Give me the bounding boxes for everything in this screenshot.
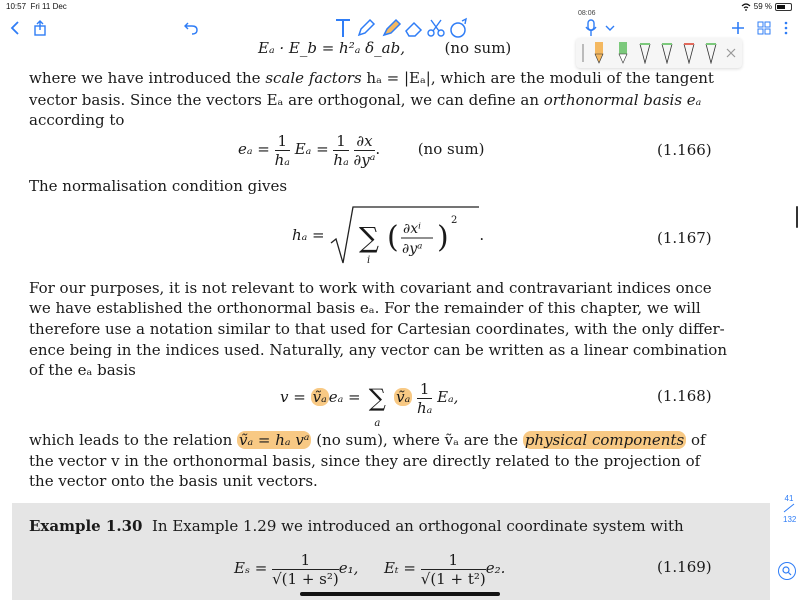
paragraph-3-line-4: ence being in the indices used. Naturally, any vector can be written as a linear combination <box>29 341 727 359</box>
eq-term: Eₜ = <box>383 559 416 577</box>
equation-number-1-166: (1.166) <box>657 141 712 159</box>
battery-percent: 59 % <box>753 2 772 11</box>
eq-fraction <box>272 551 339 588</box>
close-icon[interactable] <box>726 48 736 58</box>
highlight-v-tilde: ṽₐ <box>396 388 411 406</box>
zoom-button[interactable] <box>778 562 796 580</box>
equation-1-169 <box>234 546 505 590</box>
page-indicator[interactable] <box>783 494 795 524</box>
eq-num: 1 <box>333 132 348 151</box>
example-title: Example 1.30 <box>29 517 143 535</box>
page-divider-icon <box>783 503 795 513</box>
eq-term: e₁, <box>338 559 359 577</box>
equation-1-167: hₐ = ∑ i ( ∂xⁱ ∂yᵃ ) 2 . <box>292 205 484 267</box>
sum-symbol: ∑ a <box>365 376 389 420</box>
eq-term: hₐ = <box>292 226 325 244</box>
highlight-physical-components: physical components <box>524 431 685 449</box>
sum-index: a <box>374 418 381 429</box>
paragraph-3-line-2: we have established the orthonormal basis eₐ. For the remainder of this chapter, we will <box>29 299 701 317</box>
pen-outline-icon[interactable] <box>682 42 696 64</box>
center-time: 08:06 <box>578 10 596 17</box>
eq-den: ∂yᵃ <box>353 150 376 169</box>
eq-term: Eₐ = <box>294 140 329 158</box>
page-current: 41 <box>784 494 794 503</box>
text-span: vector basis. Since the vectors Eₐ are orthogonal, we can define an <box>29 91 544 109</box>
eq-term: Eₛ = <box>234 559 268 577</box>
paragraph-1-line-1 <box>29 68 714 88</box>
paragraph-4-line-2: the vector v in the orthonormal basis, since they are directly related to the projection of <box>29 452 701 470</box>
eq-fraction <box>333 132 348 169</box>
paragraph-3-line-3: therefore use a notation similar to that used for Cartesian coordinates, with the only differ- <box>29 320 725 338</box>
eq-den: hₐ <box>417 398 433 417</box>
equation-top-note: (no sum) <box>444 39 512 57</box>
svg-text:∑: ∑ <box>359 221 380 254</box>
eq-term: e₂. <box>485 559 506 577</box>
eq-fraction <box>275 132 290 169</box>
pen-green-icon[interactable] <box>616 42 630 64</box>
equation-note: (no sum) <box>417 140 485 158</box>
paragraph-3-line-5: of the eₐ basis <box>29 361 136 379</box>
magnifier-icon <box>782 566 792 576</box>
eq-term: Eₐ, <box>437 388 459 406</box>
pen-outline-icon[interactable] <box>638 42 652 64</box>
eq-den: hₐ <box>333 150 349 169</box>
text-span: eₐ <box>682 91 702 109</box>
eq-term: eₐ = <box>328 388 361 406</box>
pen-outline-icon[interactable] <box>660 42 674 64</box>
svg-text:(: ( <box>387 220 400 255</box>
text-span: (no sum), where ṽₐ are the <box>311 431 523 449</box>
paragraph-2: The normalisation condition gives <box>29 177 288 195</box>
orthonormal-basis-term: orthonormal basis <box>543 91 683 109</box>
paragraph-1-line-2 <box>29 90 701 110</box>
page-total: 132 <box>783 515 797 524</box>
scrollbar-thumb[interactable] <box>796 206 798 228</box>
eq-fraction <box>354 132 376 169</box>
eq-num: 1 <box>421 551 486 570</box>
svg-text:): ) <box>437 220 450 255</box>
equation-number-1-169: (1.169) <box>657 558 712 576</box>
paragraph-3-line-1: For our purposes, it is not relevant to work with covariant and contravariant indices once <box>29 279 712 297</box>
status-time: 10:57 <box>6 2 27 11</box>
eq-num: 1 <box>275 132 290 151</box>
pen-outline-icon[interactable] <box>704 42 718 64</box>
scale-factors-term: scale factors <box>265 69 362 87</box>
pen-orange-icon[interactable] <box>592 42 606 64</box>
eq-num: ∂x <box>354 132 376 151</box>
equation-top <box>258 38 511 58</box>
status-date: Fri 11 Dec <box>30 2 67 11</box>
eq-num: 1 <box>417 380 432 399</box>
home-indicator[interactable] <box>300 592 500 596</box>
eq-term: eₐ = <box>238 140 270 158</box>
eq-num: 1 <box>272 551 339 570</box>
equation-1-168 <box>280 375 459 429</box>
highlight-v-tilde: ṽₐ <box>312 388 327 406</box>
svg-text:2: 2 <box>451 215 458 226</box>
equation-1-166: eₐ = $\frac{1}{\text{hₐ}}$ Eₐ = $\frac{1}{\text{hₐ}}$ $\frac{\partial x}{\text{∂yᵃ}}$ . (no sum) <box>238 131 485 169</box>
sqrt-sum-expression <box>329 205 479 267</box>
eq-fraction <box>417 380 432 417</box>
svg-text:∂xⁱ: ∂xⁱ <box>403 221 422 237</box>
equation-number-1-168: (1.168) <box>657 387 712 405</box>
svg-text:∂yᵃ: ∂yᵃ <box>402 241 423 257</box>
svg-text:i: i <box>367 255 371 266</box>
text-span: hₐ = |Eₐ|, which are the moduli of the tangent <box>361 69 714 87</box>
text-span: which leads to the relation <box>29 431 238 449</box>
eq-term: v = <box>280 388 306 406</box>
example-heading <box>29 516 684 536</box>
pen-tray <box>576 38 742 68</box>
tray-divider <box>582 44 584 62</box>
equation-number-1-167: (1.167) <box>657 229 712 247</box>
paragraph-4-line-3: the vector onto the basis unit vectors. <box>29 472 318 490</box>
paragraph-1-line-3: according to <box>29 111 125 129</box>
eq-fraction <box>421 551 486 588</box>
eq-den: √(1 + t²) <box>420 569 486 588</box>
equation-top-expr: Eₐ · E_b = h²ₐ δ_ab, <box>258 39 405 57</box>
paragraph-4-line-1 <box>29 430 706 450</box>
eq-den: √(1 + s²) <box>272 569 339 588</box>
example-text: In Example 1.29 we introduced an orthogonal coordinate system with <box>152 517 684 535</box>
highlight-relation: ṽₐ = hₐ vᵃ <box>239 431 310 449</box>
text-span: where we have introduced the <box>29 69 266 87</box>
text-span: of <box>686 431 706 449</box>
eq-den: hₐ <box>274 150 290 169</box>
